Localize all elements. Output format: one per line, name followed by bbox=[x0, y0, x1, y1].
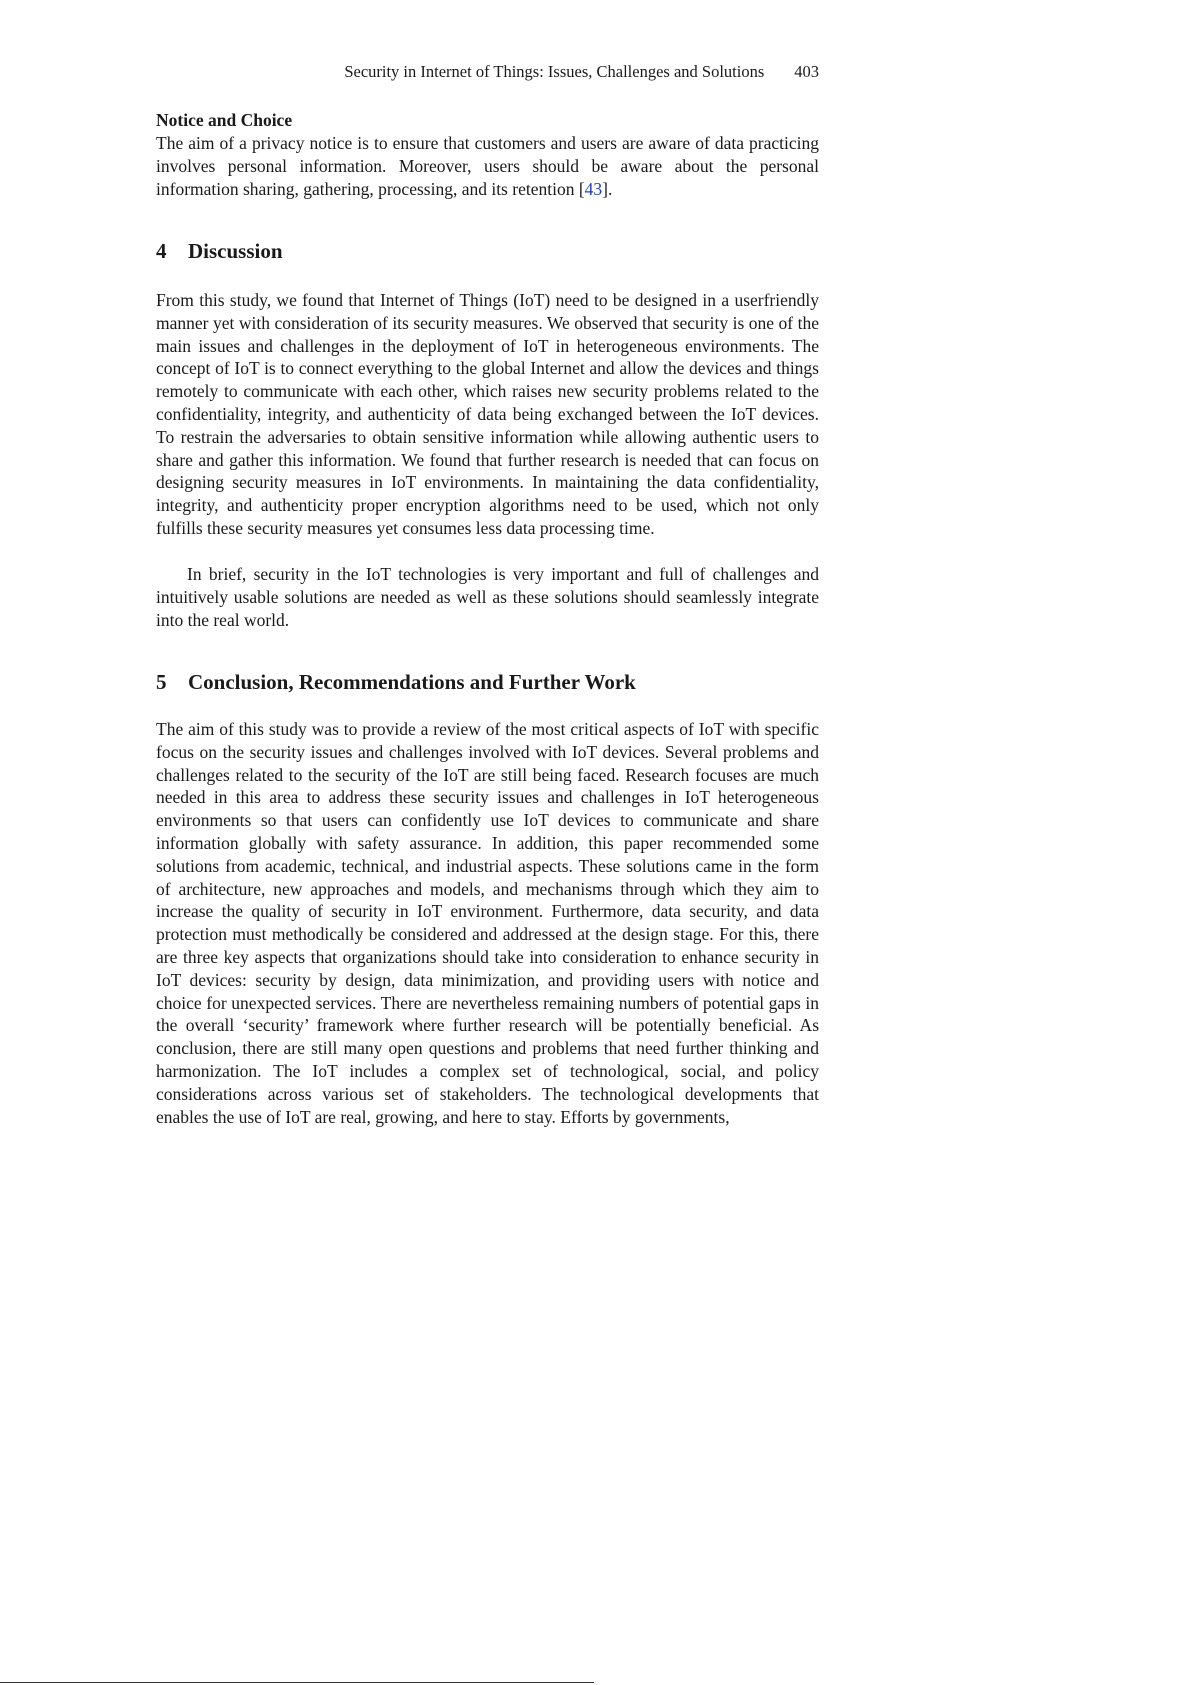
citation-link-43[interactable]: 43 bbox=[584, 178, 603, 199]
subheading-notice-and-choice: Notice and Choice bbox=[156, 110, 293, 130]
running-title: Security in Internet of Things: Issues, Challenges and Solutions bbox=[344, 62, 765, 81]
section-title: Discussion bbox=[188, 239, 283, 263]
notice-text-end: ]. bbox=[602, 178, 613, 199]
footer-rule bbox=[0, 1682, 594, 1683]
section-number: 5 bbox=[156, 670, 167, 694]
running-header bbox=[344, 62, 819, 82]
notice-text: The aim of a privacy notice is to ensure that customers and users are aware of data practicing involves personal information. Moreover, users should be aware about the personal information sharing, gathering, processing, and its retention [ bbox=[156, 133, 819, 199]
section-number: 4 bbox=[156, 239, 167, 263]
section-heading-conclusion bbox=[156, 670, 636, 695]
section-title: Conclusion, Recommendations and Further Work bbox=[188, 670, 636, 694]
section-heading-discussion bbox=[156, 239, 283, 264]
paragraph-discussion-1: From this study, we found that Internet of Things (IoT) need to be designed in a userfriendly manner yet with consideration of its security measures. We observed that security is one of the main issues and challenges in the deployment of IoT in heterogeneous environments. The concept of IoT is to connect everything to the global Internet and allow the devices and things remotely to communicate with each other, which raises new security problems related to the confidentiality, integrity, and authenticity of data being exchanged between the IoT devices. To restrain the adversaries to obtain sensitive information while allowing authentic users to share and gather this information. We found that further research is needed that can focus on designing security measures in IoT environments. In maintaining the data confidentiality, integrity, and authenticity proper encryption algorithms need to be used, which not only fulfills these security measures yet consumes less data processing time. bbox=[156, 290, 819, 538]
paragraph-notice-and-choice bbox=[156, 132, 819, 200]
paragraph-conclusion-1: The aim of this study was to provide a review of the most critical aspects of IoT with specific focus on the security issues and challenges involved with IoT devices. Several problems and challenges related to the security of the IoT are still being faced. Research focuses are much needed in this area to address these security issues and challenges in IoT heterogeneous environments so that users can confidently use IoT devices to communicate and share information globally with safety assurance. In addition, this paper recommended some solutions from academic, technical, and industrial aspects. These solutions came in the form of architecture, new approaches and models, and mechanisms through which they aim to increase the quality of security in IoT environment. Furthermore, data security, and data protection must methodically be considered and addressed at the design stage. For this, there are three key aspects that organizations should take into consideration to enhance security in IoT devices: security by design, data minimization, and providing users with notice and choice for unexpected services. There are nevertheless remaining numbers of potential gaps in the overall ‘security’ framework where further research will be potentially beneficial. As conclusion, there are still many open questions and problems that need further thinking and harmonization. The IoT includes a complex set of technological, social, and policy considerations across various set of stakeholders. The technological developments that enables the use of IoT are real, growing, and here to stay. Efforts by governments, bbox=[156, 719, 819, 1127]
page-number: 403 bbox=[794, 62, 819, 81]
paragraph-discussion-2: In brief, security in the IoT technologies is very important and full of challenges and intuitively usable solutions are needed as well as these solutions should seamlessly integrate into the real world. bbox=[156, 564, 819, 630]
